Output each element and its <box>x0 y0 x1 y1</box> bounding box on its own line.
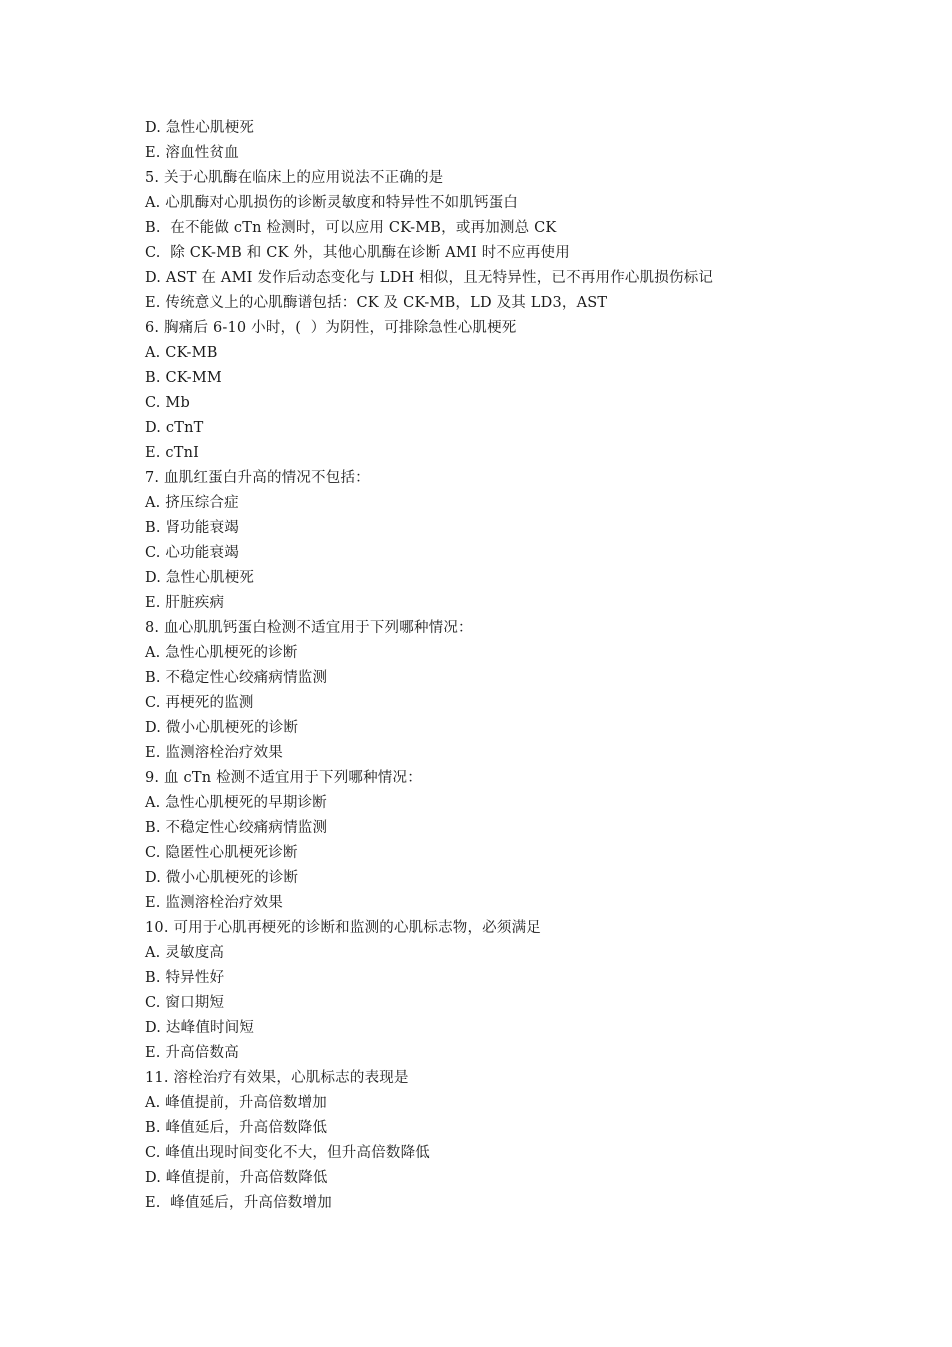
q11-stem: 11. 溶栓治疗有效果，心肌标志的表现是 <box>145 1070 409 1086</box>
q5-option-b: B. 在不能做 cTn 检测时，可以应用 CK-MB，或再加测总 CK <box>145 220 557 236</box>
q6-option-c: C. Mb <box>145 395 190 411</box>
q10-option-d: D. 达峰值时间短 <box>145 1020 255 1036</box>
q9-option-d: D. 微小心肌梗死的诊断 <box>145 870 299 886</box>
q7-option-a: A. 挤压综合症 <box>145 495 239 511</box>
q9-option-c: C. 隐匿性心肌梗死诊断 <box>145 845 298 861</box>
q9-option-a: A. 急性心肌梗死的早期诊断 <box>145 795 327 811</box>
q10-option-e: E. 升高倍数高 <box>145 1045 239 1061</box>
q5-option-e: E. 传统意义上的心肌酶谱包括：CK 及 CK-MB，LD 及其 LD3，AST <box>145 295 608 311</box>
q11-option-b: B. 峰值延后，升高倍数降低 <box>145 1120 328 1136</box>
q11-option-d: D. 峰值提前，升高倍数降低 <box>145 1170 328 1186</box>
q8-option-e: E. 监测溶栓治疗效果 <box>145 745 284 761</box>
q5-option-a: A. 心肌酶对心肌损伤的诊断灵敏度和特异性不如肌钙蛋白 <box>145 195 519 211</box>
q8-option-c: C. 再梗死的监测 <box>145 695 254 711</box>
q10-option-b: B. 特异性好 <box>145 970 225 986</box>
q6-stem: 6. 胸痛后 6-10 小时，( ）为阴性，可排除急性心肌梗死 <box>145 320 517 336</box>
q7-option-d: D. 急性心肌梗死 <box>145 570 255 586</box>
q7-option-c: C. 心功能衰竭 <box>145 545 239 561</box>
q11-option-a: A. 峰值提前，升高倍数增加 <box>145 1095 327 1111</box>
q8-stem: 8. 血心肌肌钙蛋白检测不适宜用于下列哪种情况： <box>145 620 473 636</box>
q9-stem: 9. 血 cTn 检测不适宜用于下列哪种情况： <box>145 770 422 786</box>
q8-option-d: D. 微小心肌梗死的诊断 <box>145 720 299 736</box>
q10-option-a: A. 灵敏度高 <box>145 945 225 961</box>
q10-stem: 10. 可用于心肌再梗死的诊断和监测的心肌标志物，必须满足 <box>145 920 541 936</box>
q5-stem: 5. 关于心肌酶在临床上的应用说法不正确的是 <box>145 170 444 186</box>
q6-option-d: D. cTnT <box>145 420 204 436</box>
q6-option-e: E. cTnI <box>145 445 200 461</box>
q11-option-e: E. 峰值延后，升高倍数增加 <box>145 1195 332 1211</box>
q7-option-b: B. 肾功能衰竭 <box>145 520 239 536</box>
q5-option-c: C. 除 CK-MB 和 CK 外，其他心肌酶在诊断 AMI 时不应再使用 <box>145 245 570 261</box>
q7-option-e: E. 肝脏疾病 <box>145 595 225 611</box>
q4-option-d: D. 急性心肌梗死 <box>145 120 255 136</box>
q6-option-a: A. CK-MB <box>145 345 218 361</box>
q8-option-a: A. 急性心肌梗死的诊断 <box>145 645 298 661</box>
q6-option-b: B. CK-MM <box>145 370 222 386</box>
question-list <box>145 116 845 1216</box>
q11-option-c: C. 峰值出现时间变化不大，但升高倍数降低 <box>145 1145 430 1161</box>
q7-stem: 7. 血肌红蛋白升高的情况不包括： <box>145 470 370 486</box>
q5-option-d: D. AST 在 AMI 发作后动态变化与 LDH 相似，且无特异性，已不再用作心肌损伤标记 <box>145 270 714 286</box>
q9-option-e: E. 监测溶栓治疗效果 <box>145 895 284 911</box>
q8-option-b: B. 不稳定性心绞痛病情监测 <box>145 670 328 686</box>
q9-option-b: B. 不稳定性心绞痛病情监测 <box>145 820 328 836</box>
q4-option-e: E. 溶血性贫血 <box>145 145 239 161</box>
q10-option-c: C. 窗口期短 <box>145 995 225 1011</box>
